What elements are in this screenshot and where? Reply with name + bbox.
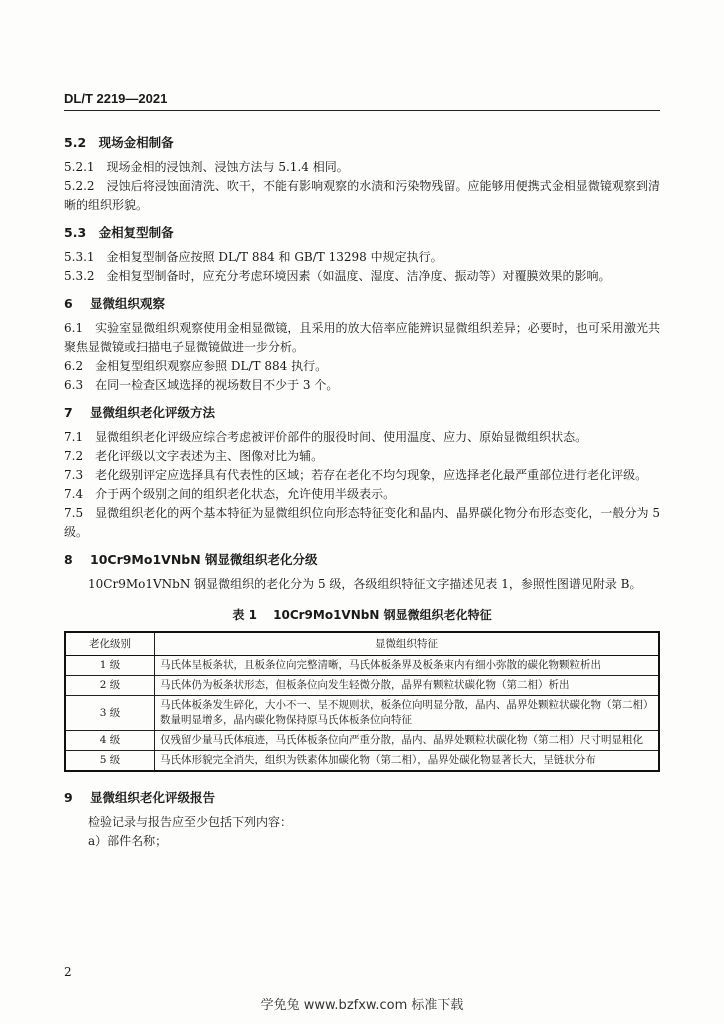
clause-number: 8 bbox=[64, 552, 86, 567]
column-header: 显微组织特征 bbox=[155, 632, 660, 656]
clause-paragraph bbox=[64, 428, 660, 447]
clause-text: 显微组织老化评级应综合考虑被评价部件的服役时间、使用温度、应力、原始显微组织状态。 bbox=[95, 430, 588, 444]
clause-text: 老化级别评定应选择具有代表性的区域；若存在老化不均匀现象，应选择老化最严重部位进行老化评级。 bbox=[95, 468, 648, 482]
clause-text: a）部件名称； bbox=[88, 834, 168, 848]
clause-number: 7.1 bbox=[64, 430, 96, 444]
clause-number: 5.2.2 bbox=[64, 179, 107, 193]
clause-number: 7.4 bbox=[64, 487, 96, 501]
clause-text: 浸蚀后将浸蚀面清洗、吹干，不能有影响观察的水渍和污染物残留。应能够用便携式金相显微镜观察到清晰的组织形貌。 bbox=[64, 179, 660, 212]
clause-text: 10Cr9Mo1VNbN 钢显微组织老化分级 bbox=[90, 552, 318, 567]
body-paragraph bbox=[64, 575, 660, 594]
clause-number: 6.3 bbox=[64, 378, 96, 392]
clause-number: 7.3 bbox=[64, 468, 96, 482]
feature-cell: 仅残留少量马氏体痕迹，马氏体板条位向严重分散，晶内、晶界处颗粒状碳化物（第二相）尺寸明显粗化 bbox=[155, 731, 660, 751]
clause-text: 金相复型制备 bbox=[98, 225, 174, 240]
clause-text: 检验记录与报告应至少包括下列内容： bbox=[88, 815, 293, 829]
clause-number: 6.2 bbox=[64, 359, 96, 373]
section-heading bbox=[64, 133, 660, 152]
clause-number: 5.3.1 bbox=[64, 250, 107, 264]
clause-paragraph bbox=[64, 267, 660, 286]
clause-number: 5.2.1 bbox=[64, 160, 107, 174]
clause-text: 金相复型组织观察应参照 DL/T 884 执行。 bbox=[95, 359, 328, 373]
feature-cell: 马氏体仍为板条状形态，但板条位向发生轻微分散，晶界有颗粒状碳化物（第二相）析出 bbox=[155, 676, 660, 696]
clause-number: 7.2 bbox=[64, 449, 96, 463]
clause-paragraph bbox=[64, 158, 660, 177]
table-row bbox=[65, 751, 659, 772]
clause-paragraph bbox=[64, 447, 660, 466]
grade-cell: 3 级 bbox=[65, 696, 155, 731]
watermark-text: 学免兔 www.bzfxw.com 标准下载 bbox=[260, 998, 464, 1013]
table-caption: 表 1 10Cr9Mo1VNbN 钢显微组织老化特征 bbox=[232, 608, 492, 622]
clause-number: 7 bbox=[64, 405, 86, 420]
clause-text: 现场金相的浸蚀剂、浸蚀方法与 5.1.4 相同。 bbox=[106, 160, 349, 174]
standard-code: DL/T 2219—2021 bbox=[64, 91, 168, 106]
clause-text: 显微组织老化的两个基本特征为显微组织位向形态特征变化和晶内、晶界碳化物分布形态变化，一般分为 5 级。 bbox=[64, 506, 660, 539]
document-body bbox=[64, 125, 660, 851]
grade-cell: 4 级 bbox=[65, 731, 155, 751]
header-rule bbox=[64, 110, 660, 111]
clause-number: 6 bbox=[64, 296, 86, 311]
clause-paragraph bbox=[64, 319, 660, 357]
table-row bbox=[65, 676, 659, 696]
clause-number: 9 bbox=[64, 790, 86, 805]
table-row bbox=[65, 696, 659, 731]
feature-cell: 马氏体形貌完全消失，组织为铁素体加碳化物（第二相），晶界处碳化物显著长大，呈链状分布 bbox=[155, 751, 660, 772]
section-heading bbox=[64, 403, 660, 422]
clause-text: 显微组织老化评级报告 bbox=[90, 790, 216, 805]
clause-text: 现场金相制备 bbox=[98, 135, 174, 150]
clause-text: 金相复型制备应按照 DL/T 884 和 GB/T 13298 中规定执行。 bbox=[106, 250, 443, 264]
clause-text: 金相复型制备时，应充分考虑环境因素（如温度、湿度、洁净度、振动等）对覆膜效果的影响。 bbox=[106, 269, 611, 283]
grade-cell: 5 级 bbox=[65, 751, 155, 772]
clause-text: 介于两个级别之间的组织老化状态，允许使用半级表示。 bbox=[95, 487, 396, 501]
clause-paragraph bbox=[64, 177, 660, 215]
spacer bbox=[64, 772, 660, 780]
column-header: 老化级别 bbox=[65, 632, 155, 656]
clause-text: 在同一检查区域选择的视场数目不少于 3 个。 bbox=[95, 378, 339, 392]
section-heading bbox=[64, 294, 660, 313]
clause-number: 5.3.2 bbox=[64, 269, 107, 283]
clause-text: 实验室显微组织观察使用金相显微镜，且采用的放大倍率应能辨识显微组织差异；必要时，也可采用激光共聚焦显微镜或扫描电子显微镜做进一步分析。 bbox=[64, 321, 660, 354]
section-heading bbox=[64, 788, 660, 807]
clause-number: 5.2 bbox=[64, 135, 99, 150]
table-header-row bbox=[65, 632, 659, 656]
clause-text: 10Cr9Mo1VNbN 钢显微组织的老化分为 5 级，各级组织特征文字描述见表 1，参照性图谱见附录 B。 bbox=[88, 577, 642, 591]
body-paragraph bbox=[64, 813, 660, 832]
clause-number: 7.5 bbox=[64, 506, 96, 520]
grade-cell: 2 级 bbox=[65, 676, 155, 696]
clause-paragraph bbox=[64, 466, 660, 485]
clause-text: 显微组织观察 bbox=[90, 296, 166, 311]
grade-cell: 1 级 bbox=[65, 656, 155, 676]
clause-number: 6.1 bbox=[64, 321, 96, 335]
clause-paragraph bbox=[64, 357, 660, 376]
clause-paragraph bbox=[64, 248, 660, 267]
clause-paragraph bbox=[64, 504, 660, 542]
table-row bbox=[65, 731, 659, 751]
body-paragraph bbox=[64, 832, 660, 851]
feature-cell: 马氏体呈板条状，且板条位向完整清晰，马氏体板条界及板条束内有细小弥散的碳化物颗粒析出 bbox=[155, 656, 660, 676]
clause-number: 5.3 bbox=[64, 225, 99, 240]
clause-paragraph bbox=[64, 485, 660, 504]
clause-paragraph bbox=[64, 376, 660, 395]
clause-text: 老化评级以文字表述为主、图像对比为辅。 bbox=[95, 449, 324, 463]
section-heading bbox=[64, 550, 660, 569]
feature-cell: 马氏体板条发生碎化，大小不一、呈不规则状，板条位向明显分散，晶内、晶界处颗粒状碳化物（第二相）数量明显增多，晶内碳化物保持原马氏体板条位向特征 bbox=[155, 696, 660, 731]
aging-grade-table bbox=[64, 631, 660, 772]
table-row bbox=[65, 656, 659, 676]
section-heading bbox=[64, 223, 660, 242]
clause-text: 显微组织老化评级方法 bbox=[90, 405, 216, 420]
page-number: 2 bbox=[64, 965, 72, 979]
